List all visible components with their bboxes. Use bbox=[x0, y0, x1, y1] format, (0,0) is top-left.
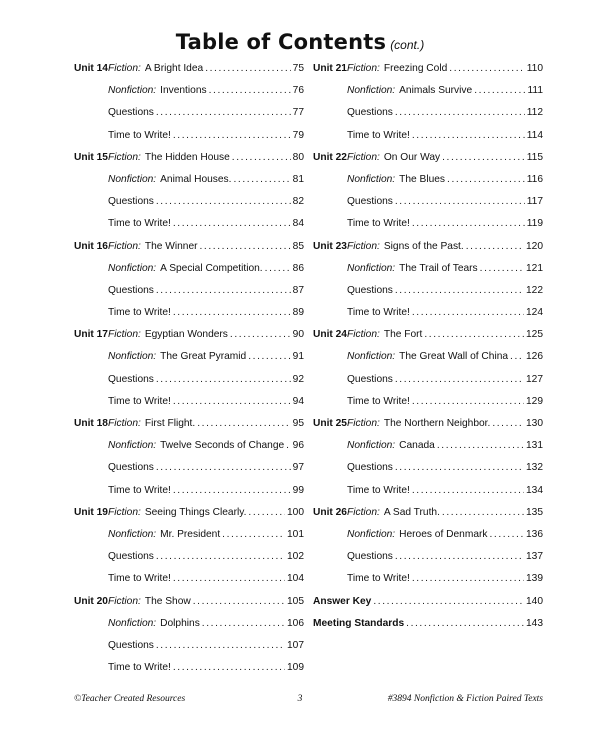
toc-entry bbox=[74, 85, 304, 107]
entry-title: Questions bbox=[347, 551, 393, 563]
dot-leader bbox=[286, 440, 290, 451]
dot-leader bbox=[173, 130, 291, 141]
entry-page-number: 136 bbox=[526, 528, 543, 540]
unit-label: Unit 24 bbox=[313, 329, 347, 341]
dot-leader bbox=[205, 63, 290, 74]
toc-entry bbox=[74, 351, 304, 373]
entry-page-number: 82 bbox=[292, 196, 304, 208]
entry-page-number: 94 bbox=[292, 395, 304, 407]
toc-entry bbox=[313, 396, 543, 418]
entry-title: The Blues bbox=[399, 173, 446, 185]
entry-page-number: 120 bbox=[526, 240, 543, 252]
dot-leader bbox=[395, 374, 524, 385]
entry-title: Mr. President bbox=[160, 528, 221, 540]
entry-title: Questions bbox=[347, 196, 393, 208]
entry-page-number: 105 bbox=[287, 595, 304, 607]
entry-page-number: 84 bbox=[292, 218, 304, 230]
entry-page-number: 101 bbox=[287, 528, 304, 540]
entry-page-number: 107 bbox=[287, 639, 304, 651]
toc-entry bbox=[313, 107, 543, 129]
toc-entry bbox=[313, 374, 543, 396]
entry-title: The Show bbox=[144, 595, 191, 607]
entry-page-number: 76 bbox=[292, 85, 304, 97]
footer-book-title: #3894 Nonfiction & Fiction Paired Texts bbox=[387, 694, 543, 704]
toc-entry bbox=[74, 63, 304, 85]
toc-entry bbox=[74, 107, 304, 129]
entry-kind: Fiction: bbox=[108, 240, 141, 252]
entry-page-number: 115 bbox=[526, 151, 543, 163]
entry-title: The Winner bbox=[144, 240, 198, 252]
entry-page-number: 91 bbox=[292, 351, 304, 363]
unit-label: Unit 26 bbox=[313, 506, 347, 518]
toc-entry bbox=[74, 329, 304, 351]
entry-kind: Fiction: bbox=[347, 151, 380, 163]
entry-title: Time to Write! bbox=[108, 395, 171, 407]
dot-leader bbox=[442, 507, 524, 518]
page-title bbox=[0, 30, 600, 54]
toc-entry bbox=[313, 85, 543, 107]
entry-kind: Fiction: bbox=[347, 329, 380, 341]
entry-page-number: 135 bbox=[526, 506, 543, 518]
entry-page-number: 129 bbox=[526, 395, 543, 407]
toc-entry bbox=[74, 640, 304, 662]
entry-page-number: 125 bbox=[526, 329, 543, 341]
footer-publisher: ©Teacher Created Resources bbox=[74, 694, 186, 704]
toc-entry bbox=[313, 174, 543, 196]
entry-title: Time to Write! bbox=[108, 484, 171, 496]
entry-kind: Nonfiction: bbox=[347, 351, 396, 363]
toc-entry bbox=[313, 130, 543, 152]
unit-label: Unit 17 bbox=[74, 329, 108, 341]
dot-leader bbox=[510, 351, 524, 362]
toc-entry bbox=[74, 662, 304, 684]
entry-page-number: 131 bbox=[526, 440, 543, 452]
entry-page-number: 96 bbox=[292, 440, 304, 452]
toc-entry bbox=[313, 507, 543, 529]
entry-page-number: 102 bbox=[287, 551, 304, 563]
entry-page-number: 104 bbox=[287, 573, 304, 585]
entry-page-number: 106 bbox=[287, 617, 304, 629]
toc-entry bbox=[313, 241, 543, 263]
entry-title: Time to Write! bbox=[108, 218, 171, 230]
toc-entry bbox=[74, 285, 304, 307]
dot-leader bbox=[230, 329, 291, 340]
entry-title: Time to Write! bbox=[108, 573, 171, 585]
unit-label: Unit 21 bbox=[313, 63, 347, 74]
entry-page-number: 119 bbox=[526, 218, 543, 230]
entry-page-number: 80 bbox=[292, 151, 304, 163]
dot-leader bbox=[395, 196, 525, 207]
entry-page-number: 109 bbox=[287, 662, 304, 674]
dot-leader bbox=[156, 551, 285, 562]
entry-kind: Nonfiction: bbox=[347, 440, 396, 452]
toc-entry bbox=[313, 285, 543, 307]
entry-page-number: 89 bbox=[292, 307, 304, 319]
entry-title: A Bright Idea bbox=[144, 63, 204, 74]
entry-page-number: 95 bbox=[292, 418, 304, 429]
entry-kind: Fiction: bbox=[108, 151, 141, 163]
toc-entry bbox=[313, 573, 543, 595]
dot-leader bbox=[248, 351, 290, 362]
entry-title: Heroes of Denmark bbox=[399, 528, 488, 540]
entry-page-number: 134 bbox=[526, 484, 543, 496]
entry-kind: Nonfiction: bbox=[108, 262, 157, 274]
toc-entry bbox=[313, 263, 543, 285]
toc-entry bbox=[313, 440, 543, 462]
dot-leader bbox=[156, 374, 291, 385]
dot-leader bbox=[395, 551, 524, 562]
toc-entry bbox=[313, 462, 543, 484]
entry-title: Animal Houses. bbox=[160, 173, 232, 185]
dot-leader bbox=[232, 152, 291, 163]
toc-entry bbox=[313, 329, 543, 351]
toc-entry bbox=[313, 152, 543, 174]
title-subtitle: (cont.) bbox=[390, 38, 425, 52]
unit-label: Unit 20 bbox=[74, 595, 108, 607]
dot-leader bbox=[406, 618, 524, 629]
dot-leader bbox=[156, 196, 291, 207]
dot-leader bbox=[200, 241, 291, 252]
dot-leader bbox=[173, 485, 291, 496]
entry-title: Time to Write! bbox=[347, 395, 410, 407]
entry-title: The Hidden House bbox=[144, 151, 230, 163]
entry-title: Egyptian Wonders bbox=[144, 329, 228, 341]
dot-leader bbox=[395, 462, 524, 473]
entry-title: Questions bbox=[108, 462, 154, 474]
entry-page-number: 81 bbox=[292, 173, 304, 185]
entry-title: Questions bbox=[108, 107, 154, 119]
dot-leader bbox=[466, 241, 524, 252]
unit-label: Unit 18 bbox=[74, 418, 108, 429]
dot-leader bbox=[173, 662, 285, 673]
dot-leader bbox=[156, 640, 285, 651]
dot-leader bbox=[412, 573, 524, 584]
entry-title: Time to Write! bbox=[347, 573, 410, 585]
toc-entry bbox=[313, 196, 543, 218]
entry-title: The Great Pyramid bbox=[160, 351, 247, 363]
entry-kind: Nonfiction: bbox=[108, 528, 157, 540]
toc-entry bbox=[313, 351, 543, 373]
toc-entry bbox=[313, 307, 543, 329]
entry-page-number: 116 bbox=[526, 173, 543, 185]
unit-label: Unit 22 bbox=[313, 151, 347, 163]
entry-kind: Nonfiction: bbox=[108, 617, 157, 629]
dot-leader bbox=[173, 573, 285, 584]
entry-kind: Fiction: bbox=[108, 329, 141, 341]
entry-title: Questions bbox=[108, 284, 154, 296]
entry-title: Questions bbox=[108, 551, 154, 563]
entry-page-number: 111 bbox=[527, 85, 543, 97]
dot-leader bbox=[209, 85, 291, 96]
dot-leader bbox=[193, 596, 285, 607]
toc-entry bbox=[313, 63, 543, 85]
entry-kind: Nonfiction: bbox=[347, 173, 396, 185]
entry-title: Questions bbox=[347, 107, 393, 119]
unit-label: Unit 14 bbox=[74, 63, 108, 74]
toc-entry bbox=[74, 440, 304, 462]
toc-entry bbox=[74, 130, 304, 152]
entry-page-number: 77 bbox=[292, 107, 304, 119]
entry-title: First Flight. bbox=[144, 418, 196, 429]
unit-label: Unit 19 bbox=[74, 506, 108, 518]
dot-leader bbox=[222, 529, 285, 540]
entry-page-number: 86 bbox=[292, 262, 304, 274]
entry-kind: Fiction: bbox=[108, 63, 141, 74]
toc-entry bbox=[74, 218, 304, 240]
entry-title: Animals Survive bbox=[399, 85, 473, 97]
entry-page-number: 126 bbox=[526, 351, 543, 363]
entry-title: Time to Write! bbox=[347, 484, 410, 496]
toc-entry bbox=[313, 596, 543, 618]
entry-title: Time to Write! bbox=[347, 218, 410, 230]
dot-leader bbox=[480, 263, 524, 274]
toc-entry bbox=[74, 573, 304, 595]
entry-title: A Special Competition. bbox=[160, 262, 263, 274]
entry-page-number: 124 bbox=[526, 307, 543, 319]
toc-entry bbox=[313, 418, 543, 440]
entry-title: Time to Write! bbox=[108, 307, 171, 319]
footer-page-number: 3 bbox=[297, 694, 303, 704]
entry-title: Time to Write! bbox=[347, 307, 410, 319]
entry-title: A Sad Truth. bbox=[383, 506, 440, 518]
entry-title: Questions bbox=[347, 373, 393, 385]
entry-page-number: 127 bbox=[526, 373, 543, 385]
dot-leader bbox=[173, 396, 291, 407]
dot-leader bbox=[442, 152, 525, 163]
entry-kind: Nonfiction: bbox=[108, 173, 157, 185]
entry-title: Meeting Standards bbox=[313, 617, 405, 629]
dot-leader bbox=[395, 107, 525, 118]
entry-title: Seeing Things Clearly. bbox=[144, 506, 247, 518]
dot-leader bbox=[412, 218, 525, 229]
entry-kind: Nonfiction: bbox=[108, 440, 157, 452]
entry-title: Dolphins bbox=[160, 617, 200, 629]
entry-title: Questions bbox=[347, 284, 393, 296]
dot-leader bbox=[248, 507, 285, 518]
toc-entry bbox=[74, 529, 304, 551]
entry-kind: Fiction: bbox=[108, 418, 141, 429]
entry-kind: Nonfiction: bbox=[347, 262, 396, 274]
entry-title: The Trail of Tears bbox=[399, 262, 478, 274]
entry-title: On Our Way bbox=[383, 151, 441, 163]
entry-page-number: 75 bbox=[292, 63, 304, 74]
entry-title: The Fort bbox=[383, 329, 423, 341]
entry-title: Time to Write! bbox=[347, 129, 410, 141]
entry-kind: Fiction: bbox=[108, 506, 141, 518]
toc-entry bbox=[74, 507, 304, 529]
title-main: Table of Contents bbox=[175, 30, 387, 54]
dot-leader bbox=[412, 485, 524, 496]
entry-page-number: 130 bbox=[526, 418, 543, 429]
dot-leader bbox=[424, 329, 524, 340]
entry-page-number: 132 bbox=[526, 462, 543, 474]
entry-kind: Nonfiction: bbox=[347, 528, 396, 540]
entry-title: Inventions bbox=[160, 85, 207, 97]
entry-page-number: 87 bbox=[292, 284, 304, 296]
entry-kind: Fiction: bbox=[108, 595, 141, 607]
dot-leader bbox=[156, 462, 291, 473]
entry-title: Questions bbox=[108, 373, 154, 385]
entry-page-number: 90 bbox=[292, 329, 304, 341]
entry-kind: Fiction: bbox=[347, 506, 380, 518]
entry-title: Freezing Cold bbox=[383, 63, 448, 74]
unit-label: Unit 23 bbox=[313, 240, 347, 252]
entry-page-number: 92 bbox=[292, 373, 304, 385]
dot-leader bbox=[173, 218, 291, 229]
entry-title: Time to Write! bbox=[108, 662, 171, 674]
dot-leader bbox=[447, 174, 525, 185]
dot-leader bbox=[412, 396, 524, 407]
dot-leader bbox=[173, 307, 291, 318]
entry-page-number: 137 bbox=[526, 551, 543, 563]
toc-entry bbox=[74, 196, 304, 218]
entry-page-number: 85 bbox=[292, 240, 304, 252]
toc-entry bbox=[313, 529, 543, 551]
dot-leader bbox=[492, 418, 524, 429]
toc-entry bbox=[74, 596, 304, 618]
dot-leader bbox=[202, 618, 285, 629]
dot-leader bbox=[197, 418, 290, 429]
toc-entry bbox=[74, 307, 304, 329]
entry-page-number: 79 bbox=[292, 129, 304, 141]
toc-entry bbox=[74, 551, 304, 573]
toc-right-column bbox=[313, 63, 543, 640]
toc-entry bbox=[313, 551, 543, 573]
toc-entry bbox=[74, 396, 304, 418]
toc-entry bbox=[74, 174, 304, 196]
toc-entry bbox=[74, 618, 304, 640]
entry-page-number: 121 bbox=[526, 262, 543, 274]
dot-leader bbox=[395, 285, 524, 296]
dot-leader bbox=[412, 307, 524, 318]
dot-leader bbox=[265, 263, 291, 274]
dot-leader bbox=[156, 285, 291, 296]
entry-page-number: 139 bbox=[526, 573, 543, 585]
toc-entry bbox=[313, 618, 543, 640]
dot-leader bbox=[412, 130, 525, 141]
entry-page-number: 100 bbox=[287, 506, 304, 518]
toc-entry bbox=[74, 241, 304, 263]
entry-page-number: 140 bbox=[526, 595, 543, 607]
toc-entry bbox=[74, 485, 304, 507]
dot-leader bbox=[474, 85, 525, 96]
entry-title: Twelve Seconds of Change bbox=[160, 440, 285, 452]
entry-title: Signs of the Past. bbox=[383, 240, 464, 252]
dot-leader bbox=[489, 529, 524, 540]
entry-page-number: 99 bbox=[292, 484, 304, 496]
toc-entry bbox=[74, 418, 304, 440]
toc-entry bbox=[74, 152, 304, 174]
toc-entry bbox=[313, 218, 543, 240]
unit-label: Unit 16 bbox=[74, 240, 108, 252]
dot-leader bbox=[437, 440, 524, 451]
entry-title: Questions bbox=[347, 462, 393, 474]
dot-leader bbox=[449, 63, 524, 74]
entry-title: Answer Key bbox=[313, 595, 372, 607]
entry-page-number: 112 bbox=[526, 107, 543, 119]
entry-page-number: 117 bbox=[526, 196, 543, 208]
entry-page-number: 110 bbox=[526, 63, 543, 74]
dot-leader bbox=[373, 596, 524, 607]
unit-label: Unit 25 bbox=[313, 418, 347, 429]
toc-entry bbox=[74, 263, 304, 285]
toc-entry bbox=[74, 374, 304, 396]
entry-title: Questions bbox=[108, 639, 154, 651]
toc-left-column bbox=[74, 63, 304, 684]
toc-entry bbox=[74, 462, 304, 484]
entry-page-number: 122 bbox=[526, 284, 543, 296]
entry-page-number: 97 bbox=[292, 462, 304, 474]
entry-kind: Nonfiction: bbox=[108, 351, 157, 363]
entry-page-number: 114 bbox=[526, 129, 543, 141]
unit-label: Unit 15 bbox=[74, 151, 108, 163]
entry-kind: Nonfiction: bbox=[347, 85, 396, 97]
entry-page-number: 143 bbox=[526, 617, 543, 629]
dot-leader bbox=[233, 174, 290, 185]
entry-title: Time to Write! bbox=[108, 129, 171, 141]
entry-kind: Nonfiction: bbox=[108, 85, 157, 97]
entry-title: Questions bbox=[108, 196, 154, 208]
entry-title: Canada bbox=[399, 440, 435, 452]
entry-title: The Great Wall of China bbox=[399, 351, 509, 363]
toc-entry bbox=[313, 485, 543, 507]
entry-kind: Fiction: bbox=[347, 63, 380, 74]
entry-kind: Fiction: bbox=[347, 240, 380, 252]
entry-title: The Northern Neighbor. bbox=[383, 418, 491, 429]
dot-leader bbox=[156, 107, 291, 118]
entry-kind: Fiction: bbox=[347, 418, 380, 429]
